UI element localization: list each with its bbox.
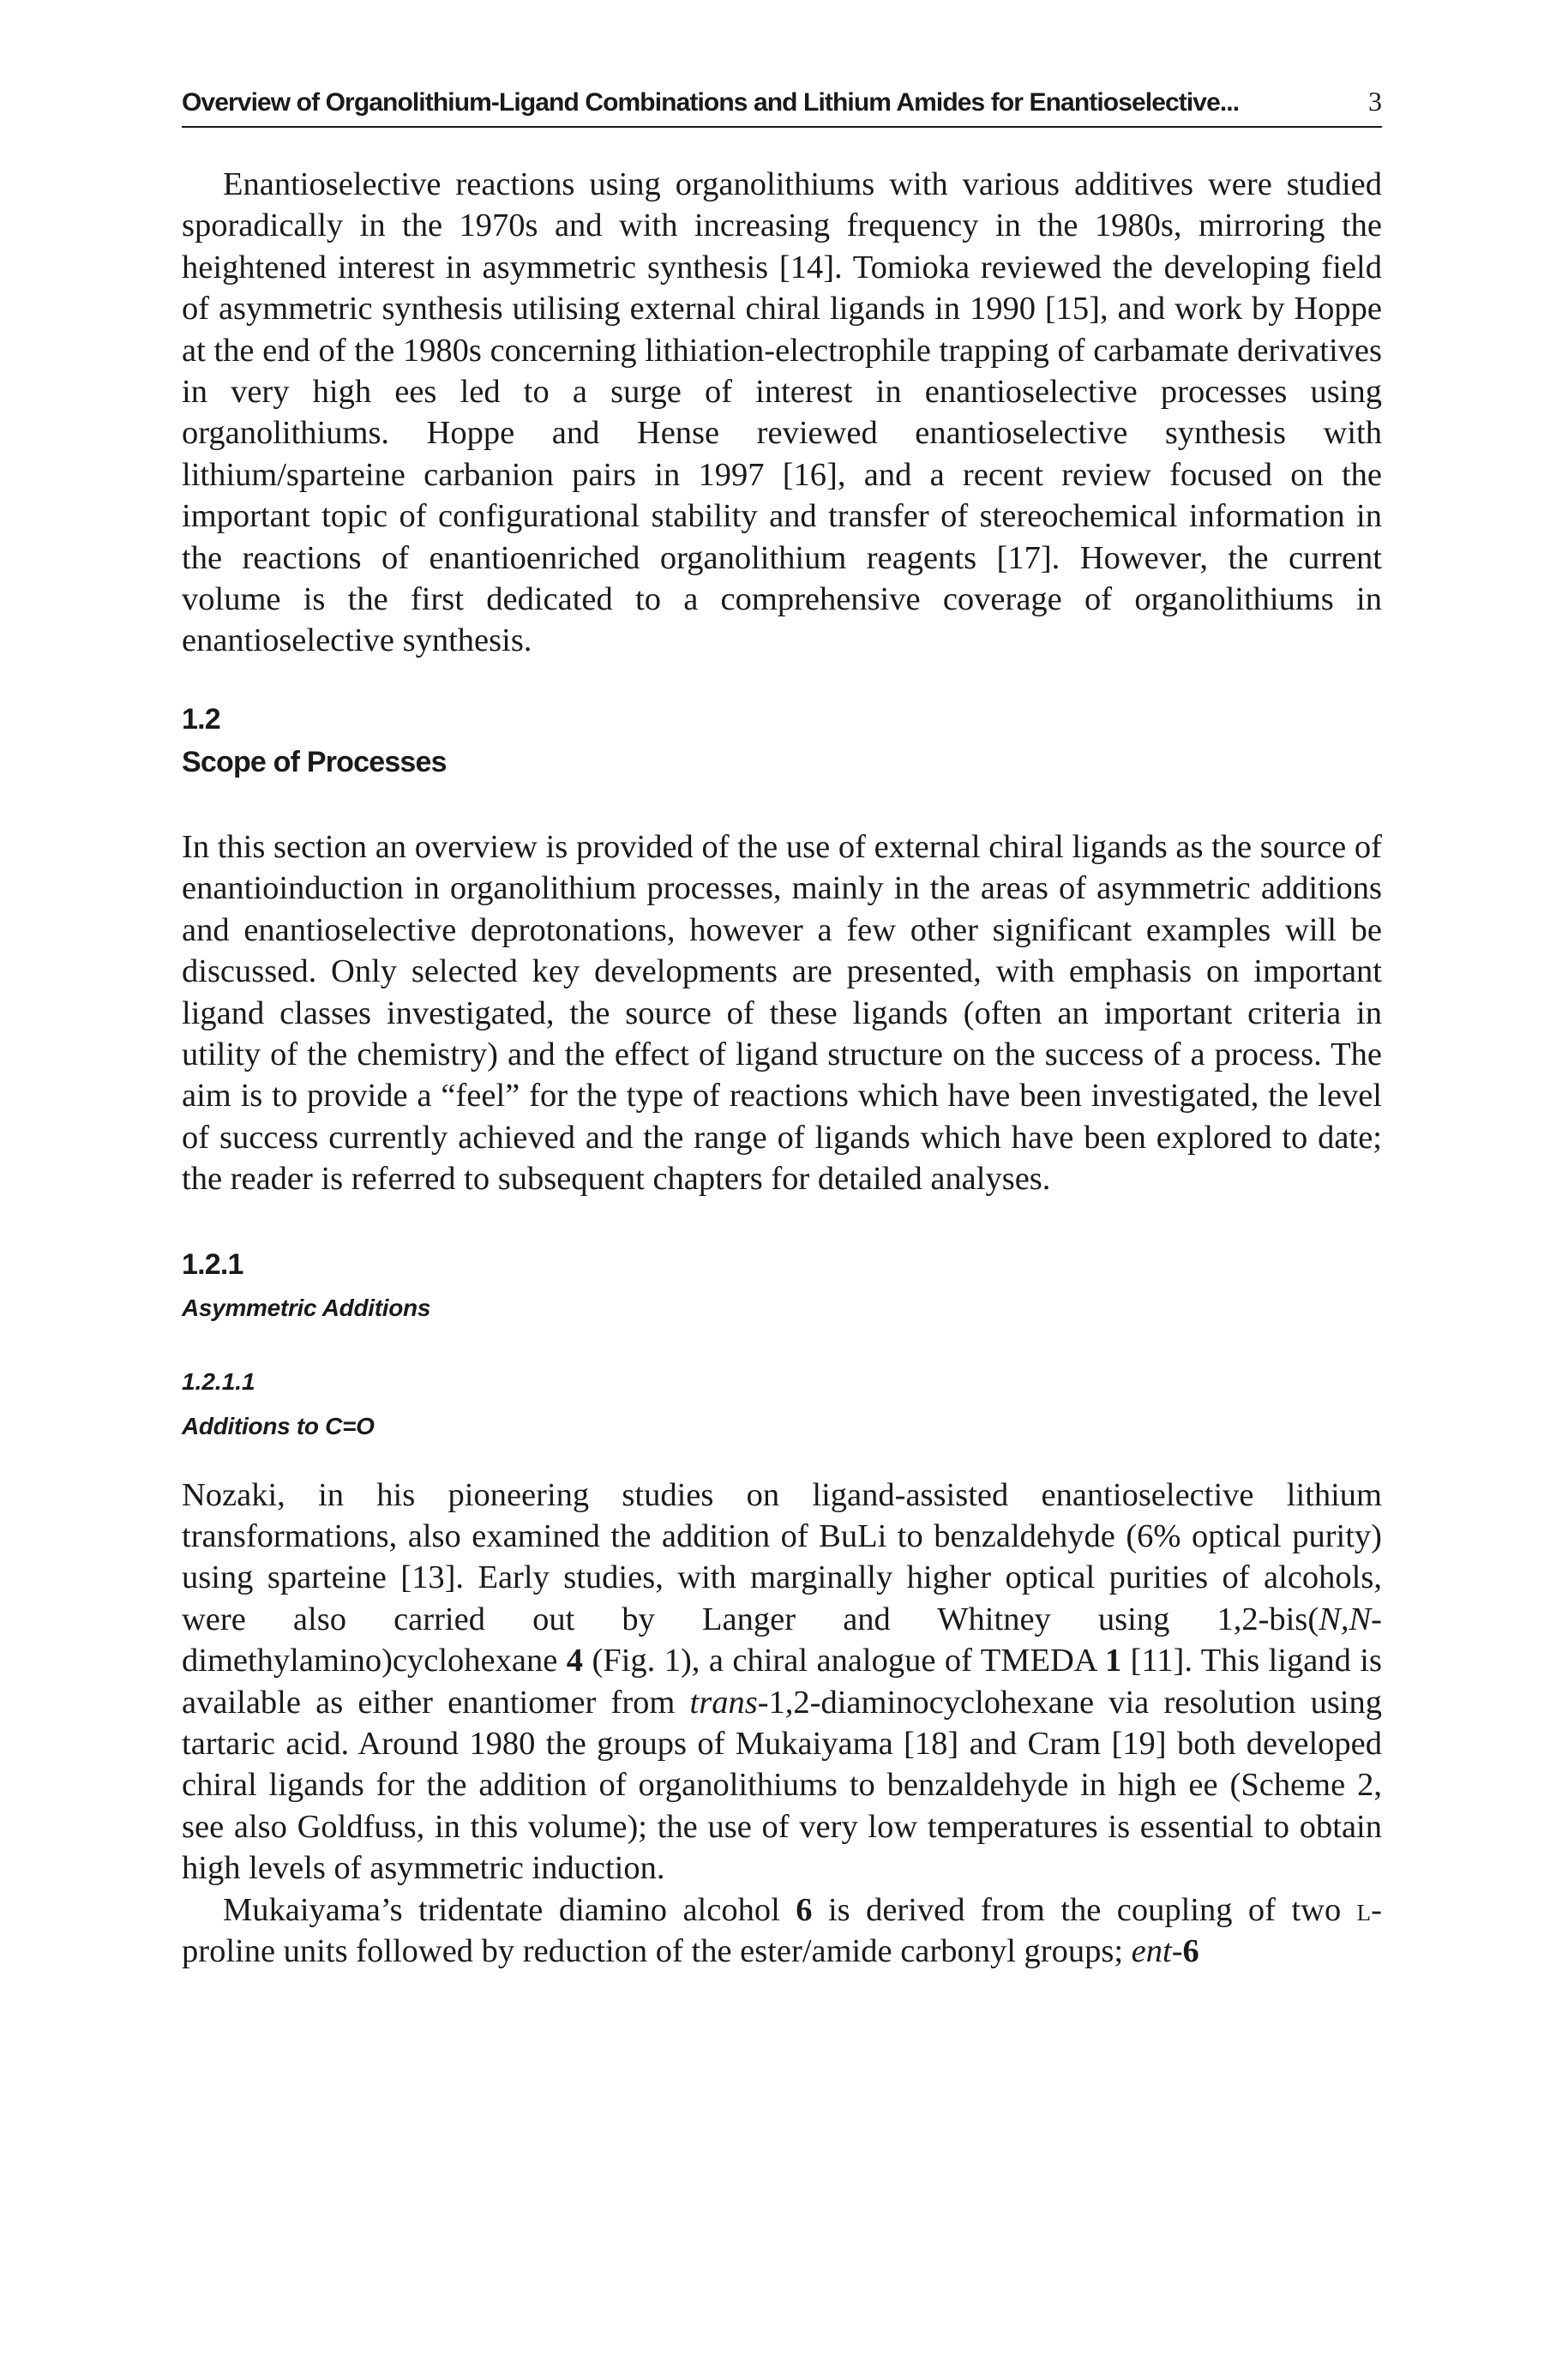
- mukaiyama-text-c: is derived from the coupling of two: [812, 1891, 1357, 1928]
- mukaiyama-text-g: -: [1171, 1933, 1183, 1969]
- running-head: [182, 86, 1382, 128]
- paragraph-intro-text: Enantioselective reactions using organolithiums with various additives were studied sporadically in the 1970s and with increasing frequency in the 1980s, mirroring the heightened interest in asymmetric synthesis [14]. Tomioka reviewed the developing field of asymmetric synthesis utilising external chiral ligands in 1990 [15], and work by Hoppe at the end of the 1980s concerning lithiation-electrophile trapping of carbamate derivatives in very high ees led to a surge of interest in enantioselective processes using organolithiums. Hoppe and Hense reviewed enantioselective synthesis with lithium/sparteine carbanion pairs in 1997 [16], and a recent review focused on the important topic of configurational stability and transfer of stereochemical information in the reactions of enantioenriched organolithium reagents [17]. However, the current volume is the first dedicated to a comprehensive coverage of organolithiums in enantioselective synthesis.: [182, 166, 1382, 659]
- mukaiyama-text-e: -proline units followed by reduction of the ester/amide carbonyl groups;: [182, 1891, 1382, 1969]
- section-1-2-1-1-title: Additions to C=O: [182, 1412, 375, 1439]
- compound-1-label: 1: [1104, 1643, 1122, 1679]
- page-number: 3: [1368, 86, 1382, 117]
- paragraph-scope: [182, 826, 1382, 1200]
- nozaki-text-g: [11]. This ligand is available as either enantiomer from: [182, 1643, 1382, 1721]
- nozaki-text-e: (Fig. 1), a chiral analogue of TMEDA: [583, 1643, 1105, 1679]
- running-head-title: Overview of Organolithium-Ligand Combinations and Lithium Amides for Enantioselective...: [182, 88, 1240, 117]
- paragraph-nozaki: [182, 1475, 1382, 1889]
- nozaki-text-c: -dimethylamino)cyclohexane: [182, 1601, 1382, 1679]
- section-1-2-title: Scope of Processes: [182, 745, 447, 778]
- page: [182, 86, 1382, 1972]
- mukaiyama-text-a: Mukaiyama’s tridentate diamino alcohol: [223, 1891, 796, 1928]
- paragraph-intro: [182, 164, 1382, 662]
- nozaki-text-a: Nozaki, in his pioneering studies on ligand-assisted enantioselective lithium transformations, also examined the addition of BuLi to benzaldehyde (6% optical purity) using sparteine [13]. Early studies, with marginally higher optical purities of alcohols, were also carried out by Langer and Whitney using 1,2-bis(: [182, 1476, 1382, 1637]
- paragraph-mukaiyama: [182, 1889, 1382, 1973]
- section-1-2-1-1-number: 1.2.1.1: [182, 1367, 255, 1395]
- compound-6-label: 6: [796, 1891, 813, 1928]
- section-1-2-number: 1.2: [182, 702, 220, 736]
- l-proline-prefix: l: [1356, 1891, 1372, 1928]
- nozaki-text-i: -1,2-diaminocyclohexane via resolution using tartaric acid. Around 1980 the groups of Mukaiyama [18] and Cram [19] both developed chiral ligands for the addition of organolithiums to benzaldehyde in high ee (Scheme 2, see also Goldfuss, in this volume); the use of very low temperatures is essential to obtain high levels of asymmetric induction.: [182, 1684, 1382, 1887]
- nozaki-italic-nn: N,N: [1319, 1601, 1372, 1637]
- compound-4-label: 4: [566, 1643, 584, 1679]
- section-1-2-1-number: 1.2.1: [182, 1247, 243, 1281]
- nozaki-italic-trans: trans: [689, 1684, 758, 1721]
- compound-ent-6-label: 6: [1182, 1933, 1199, 1969]
- mukaiyama-italic-ent: ent: [1131, 1933, 1172, 1969]
- section-1-2-1-title: Asymmetric Additions: [182, 1294, 431, 1321]
- paragraph-scope-text: In this section an overview is provided of the use of external chiral ligands as the source of enantioinduction in organolithium processes, mainly in the areas of asymmetric additions and enantioselective deprotonations, however a few other significant examples will be discussed. Only selected key developments are presented, with emphasis on important ligand classes investigated, the source of these ligands (often an important criteria in utility of the chemistry) and the effect of ligand structure on the success of a process. The aim is to provide a “feel” for the type of reactions which have been investigated, the level of success currently achieved and the range of ligands which have been explored to date; the reader is referred to subsequent chapters for detailed analyses.: [182, 828, 1382, 1198]
